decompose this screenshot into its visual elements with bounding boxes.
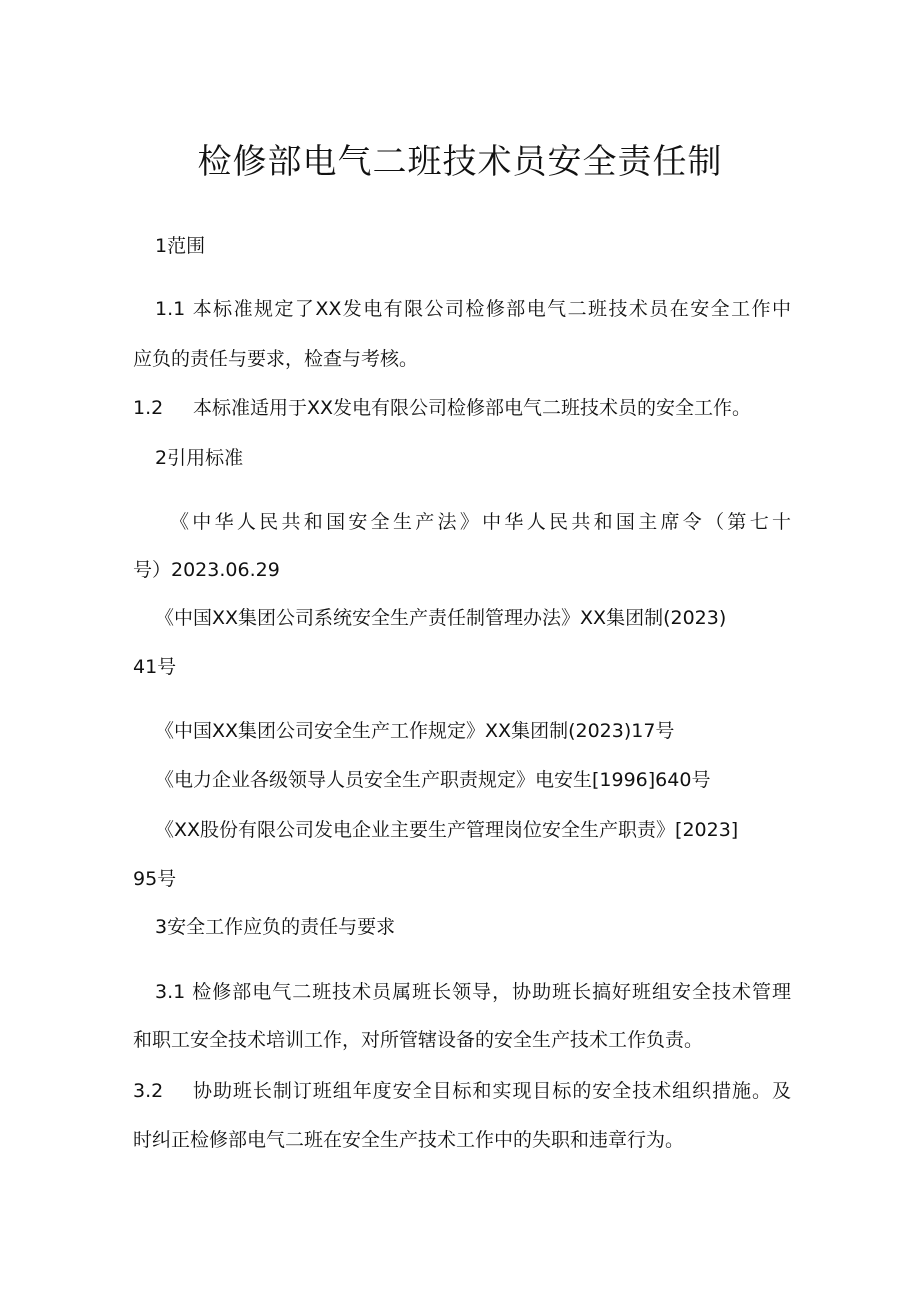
clause-number-1-2: 1.2 xyxy=(133,397,164,419)
clause-number-3-2: 3.2 xyxy=(133,1080,164,1102)
document-title: 检修部电气二班技术员安全责任制 xyxy=(197,142,723,182)
section-heading-1: 1范围 xyxy=(155,235,206,257)
paragraph-3-1-line-2: 和职工安全技术培训工作，对所管辖设备的安全生产技术工作负责。 xyxy=(133,1029,704,1051)
reference-2-line-1: 《中国XX集团公司系统安全生产责任制管理办法》XX集团制(2023) xyxy=(155,607,727,629)
paragraph-3-1-line-1: 3.1 检修部电气二班技术员属班长领导，协助班长搞好班组安全技术管理 xyxy=(155,981,791,1003)
reference-5-line-1: 《XX股份有限公司发电企业主要生产管理岗位安全生产职责》[2023] xyxy=(155,819,739,841)
paragraph-1-1-line-2: 应负的责任与要求，检查与考核。 xyxy=(133,348,419,370)
reference-1-line-1: 《中华人民共和国安全生产法》中华人民共和国主席令（第七十 xyxy=(170,511,791,533)
paragraph-1-1-line-1: 1.1 本标准规定了XX发电有限公司检修部电气二班技术员在安全工作中 xyxy=(155,298,791,320)
section-heading-2: 2引用标准 xyxy=(155,447,244,469)
paragraph-1-2: 本标准适用于XX发电有限公司检修部电气二班技术员的安全工作。 xyxy=(193,397,752,419)
reference-3: 《中国XX集团公司安全生产工作规定》XX集团制(2023)17号 xyxy=(155,720,675,742)
reference-2-line-2: 41号 xyxy=(133,656,177,678)
reference-4: 《电力企业各级领导人员安全生产职责规定》电安生[1996]640号 xyxy=(155,769,711,791)
paragraph-3-2-line-1: 协助班长制订班组年度安全目标和实现目标的安全技术组织措施。及 xyxy=(193,1080,791,1102)
reference-5-line-2: 95号 xyxy=(133,868,177,890)
paragraph-3-2-line-2: 时纠正检修部电气二班在安全生产技术工作中的失职和违章行为。 xyxy=(133,1129,685,1151)
section-heading-3: 3安全工作应负的责任与要求 xyxy=(155,916,396,938)
reference-1-line-2: 号）2023.06.29 xyxy=(133,559,280,581)
